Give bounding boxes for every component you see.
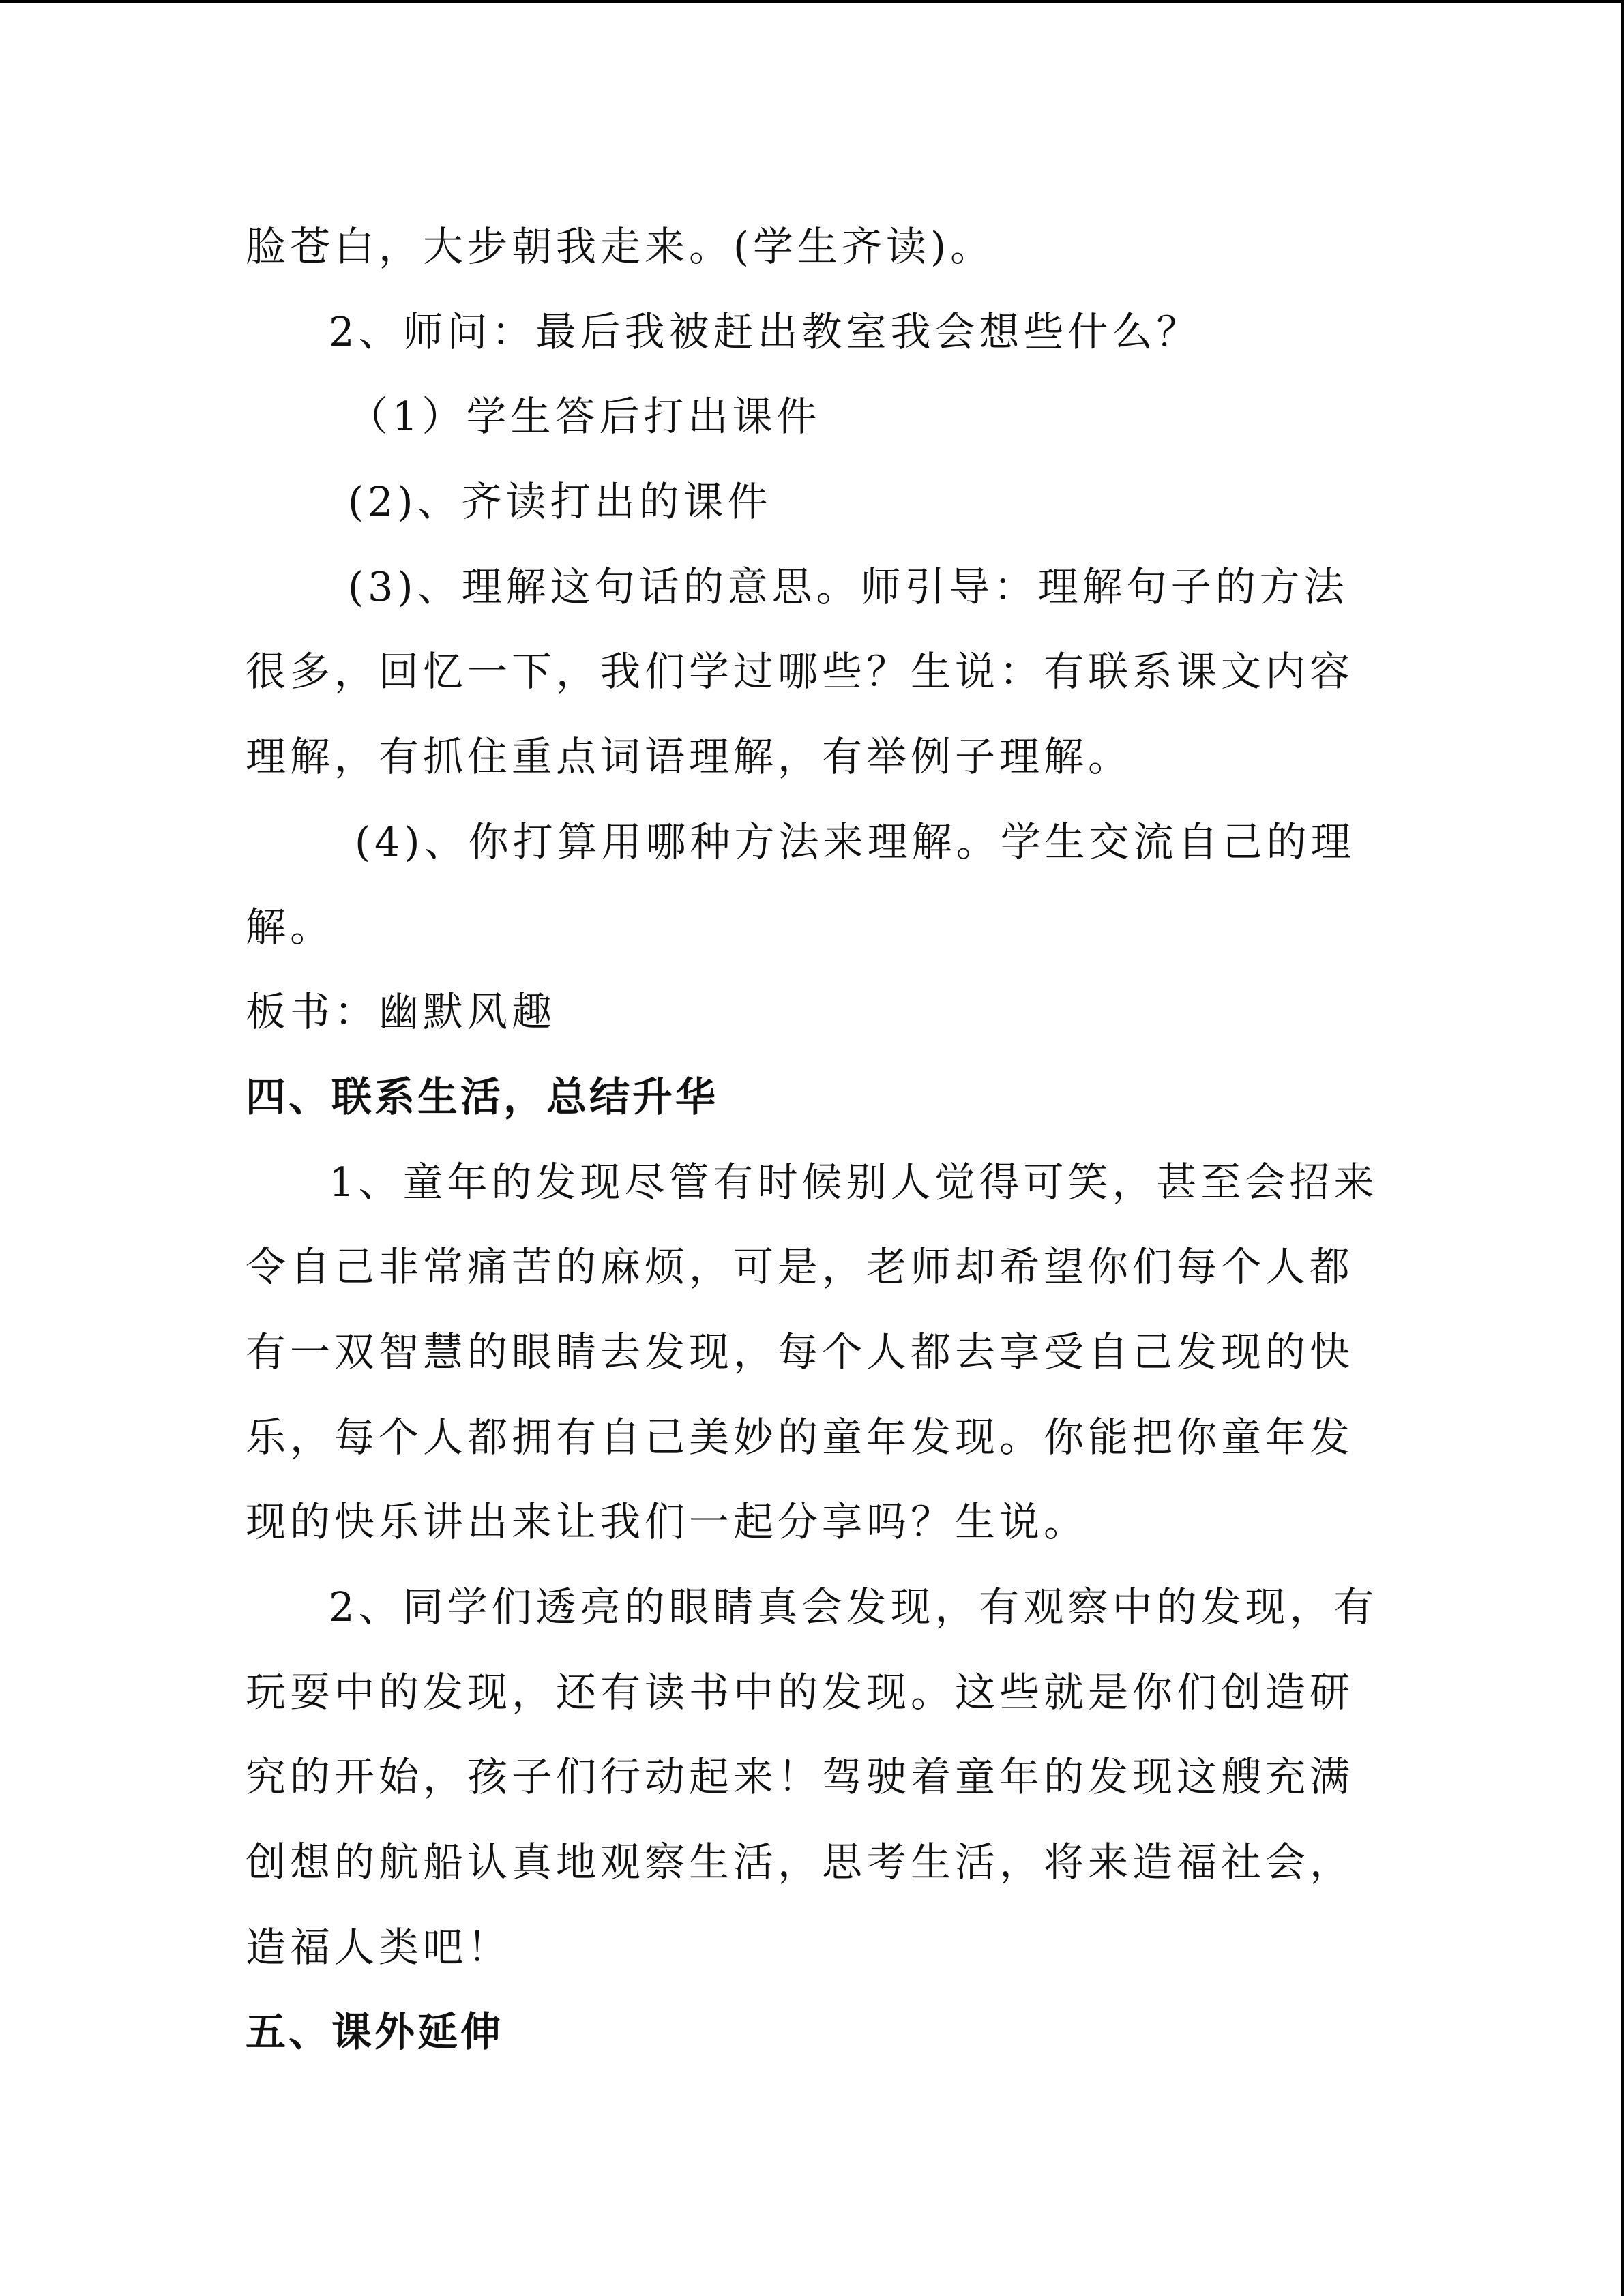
document-body xyxy=(246,205,1378,2075)
page-right-border xyxy=(1621,0,1624,2296)
list-item: (2)、齐读打出的课件 xyxy=(348,478,772,526)
paragraph-line: 乐，每个人都拥有自己美妙的童年发现。你能把你童年发 xyxy=(246,1413,1355,1461)
paragraph-line: 脸苍白，大步朝我走来。(学生齐读)。 xyxy=(246,223,995,270)
paragraph-line: 造福人类吧！ xyxy=(246,1923,512,1971)
paragraph-line: 现的快乐讲出来让我们一起分享吗？生说。 xyxy=(246,1498,1089,1546)
paragraph-line: 玩耍中的发现，还有读书中的发现。这些就是你们创造研 xyxy=(246,1668,1355,1716)
list-item: （1）学生答后打出课件 xyxy=(348,393,821,441)
paragraph-line: 2、师问：最后我被赶出教室我会想些什么？ xyxy=(329,308,1201,355)
paragraph-line: 究的开始，孩子们行动起来！驾驶着童年的发现这艘充满 xyxy=(246,1753,1355,1801)
section-heading: 五、课外延伸 xyxy=(246,2008,504,2056)
paragraph-line: 2、同学们透亮的眼睛真会发现，有观察中的发现，有 xyxy=(329,1583,1378,1630)
list-item: (3)、理解这句话的意思。师引导：理解句子的方法 xyxy=(348,563,1348,610)
paragraph-line: 很多，回忆一下，我们学过哪些？生说：有联系课文内容 xyxy=(246,648,1355,696)
paragraph-line: 解。 xyxy=(246,903,335,951)
paragraph-line: 理解，有抓住重点词语理解，有举例子理解。 xyxy=(246,733,1133,781)
paragraph-line: 令自己非常痛苦的麻烦，可是，老师却希望你们每个人都 xyxy=(246,1243,1355,1291)
paragraph-line: 创想的航船认真地观察生活，思考生活，将来造福社会， xyxy=(246,1838,1355,1886)
board-writing-line: 板书：幽默风趣 xyxy=(246,988,557,1036)
list-item: (4)、你打算用哪种方法来理解。学生交流自己的理 xyxy=(355,818,1355,865)
page-top-border xyxy=(0,0,1624,3)
paragraph-line: 有一双智慧的眼睛去发现，每个人都去享受自己发现的快 xyxy=(246,1328,1355,1375)
paragraph-line: 1、童年的发现尽管有时候别人觉得可笑，甚至会招来 xyxy=(329,1158,1378,1206)
section-heading: 四、联系生活，总结升华 xyxy=(246,1073,719,1120)
